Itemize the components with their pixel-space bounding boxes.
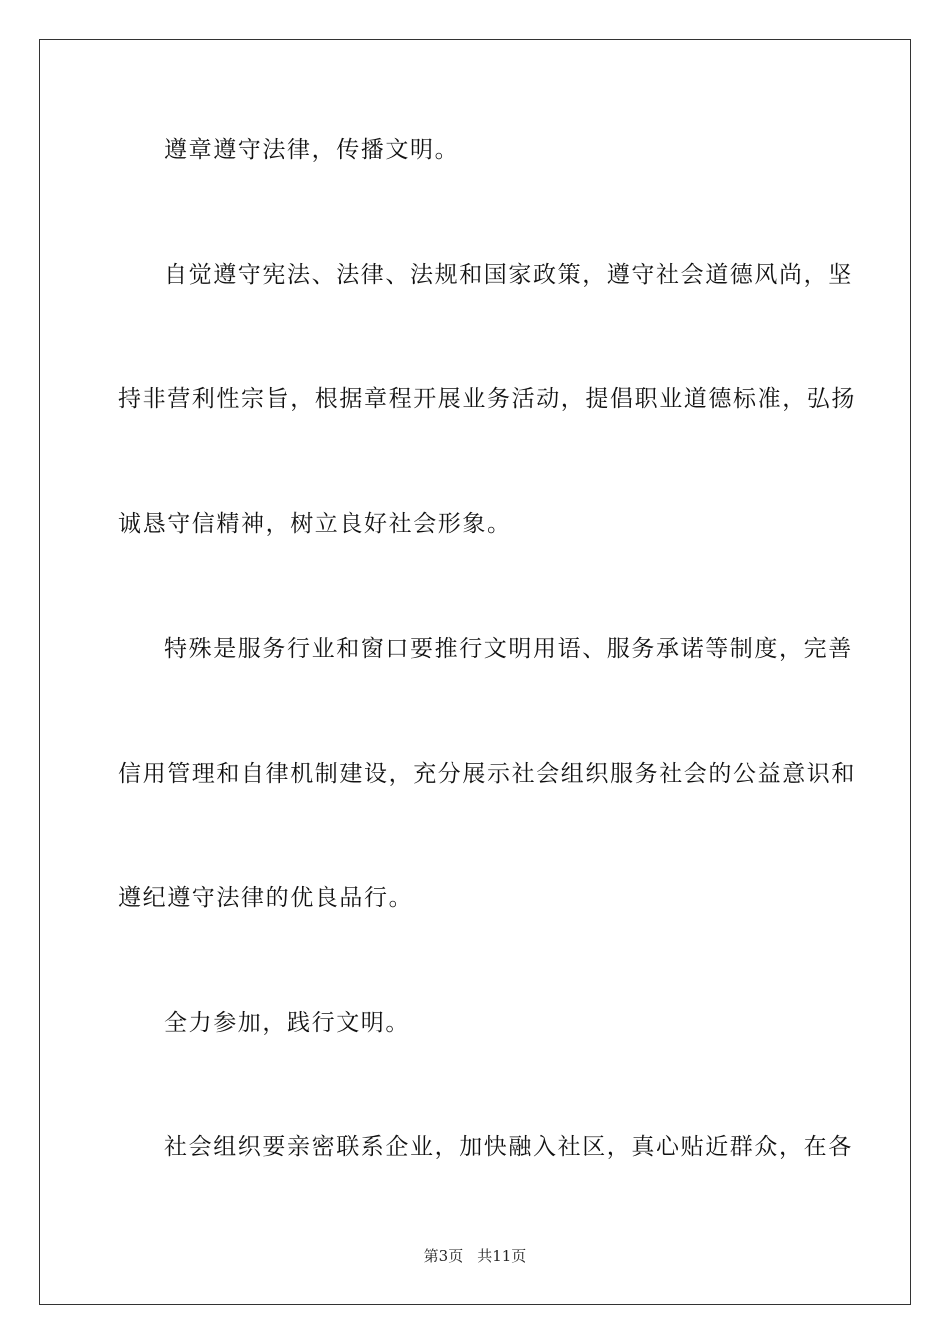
page-footer bbox=[0, 1246, 950, 1266]
text-line-6: 信用管理和自律机制建设，充分展示社会组织服务社会的公益意识和 bbox=[118, 761, 856, 787]
text-line-7: 遵纪遵守法律的优良品行。 bbox=[118, 885, 414, 911]
page-total: 共11页 bbox=[477, 1247, 527, 1265]
text-line-3: 持非营利性宗旨，根据章程开展业务活动，提倡职业道德标准，弘扬 bbox=[118, 386, 856, 412]
text-line-4: 诚恳守信精神，树立良好社会形象。 bbox=[118, 511, 512, 537]
page-border bbox=[39, 39, 911, 1305]
text-line-8: 全力参加，践行文明。 bbox=[164, 1010, 410, 1036]
text-line-2: 自觉遵守宪法、法律、法规和国家政策，遵守社会道德风尚，坚 bbox=[164, 262, 853, 288]
page-number: 第3页 bbox=[423, 1247, 464, 1265]
text-line-1: 遵章遵守法律，传播文明。 bbox=[164, 137, 460, 163]
text-line-9: 社会组织要亲密联系企业，加快融入社区，真心贴近群众，在各 bbox=[164, 1134, 853, 1160]
text-line-5: 特殊是服务行业和窗口要推行文明用语、服务承诺等制度，完善 bbox=[164, 636, 853, 662]
